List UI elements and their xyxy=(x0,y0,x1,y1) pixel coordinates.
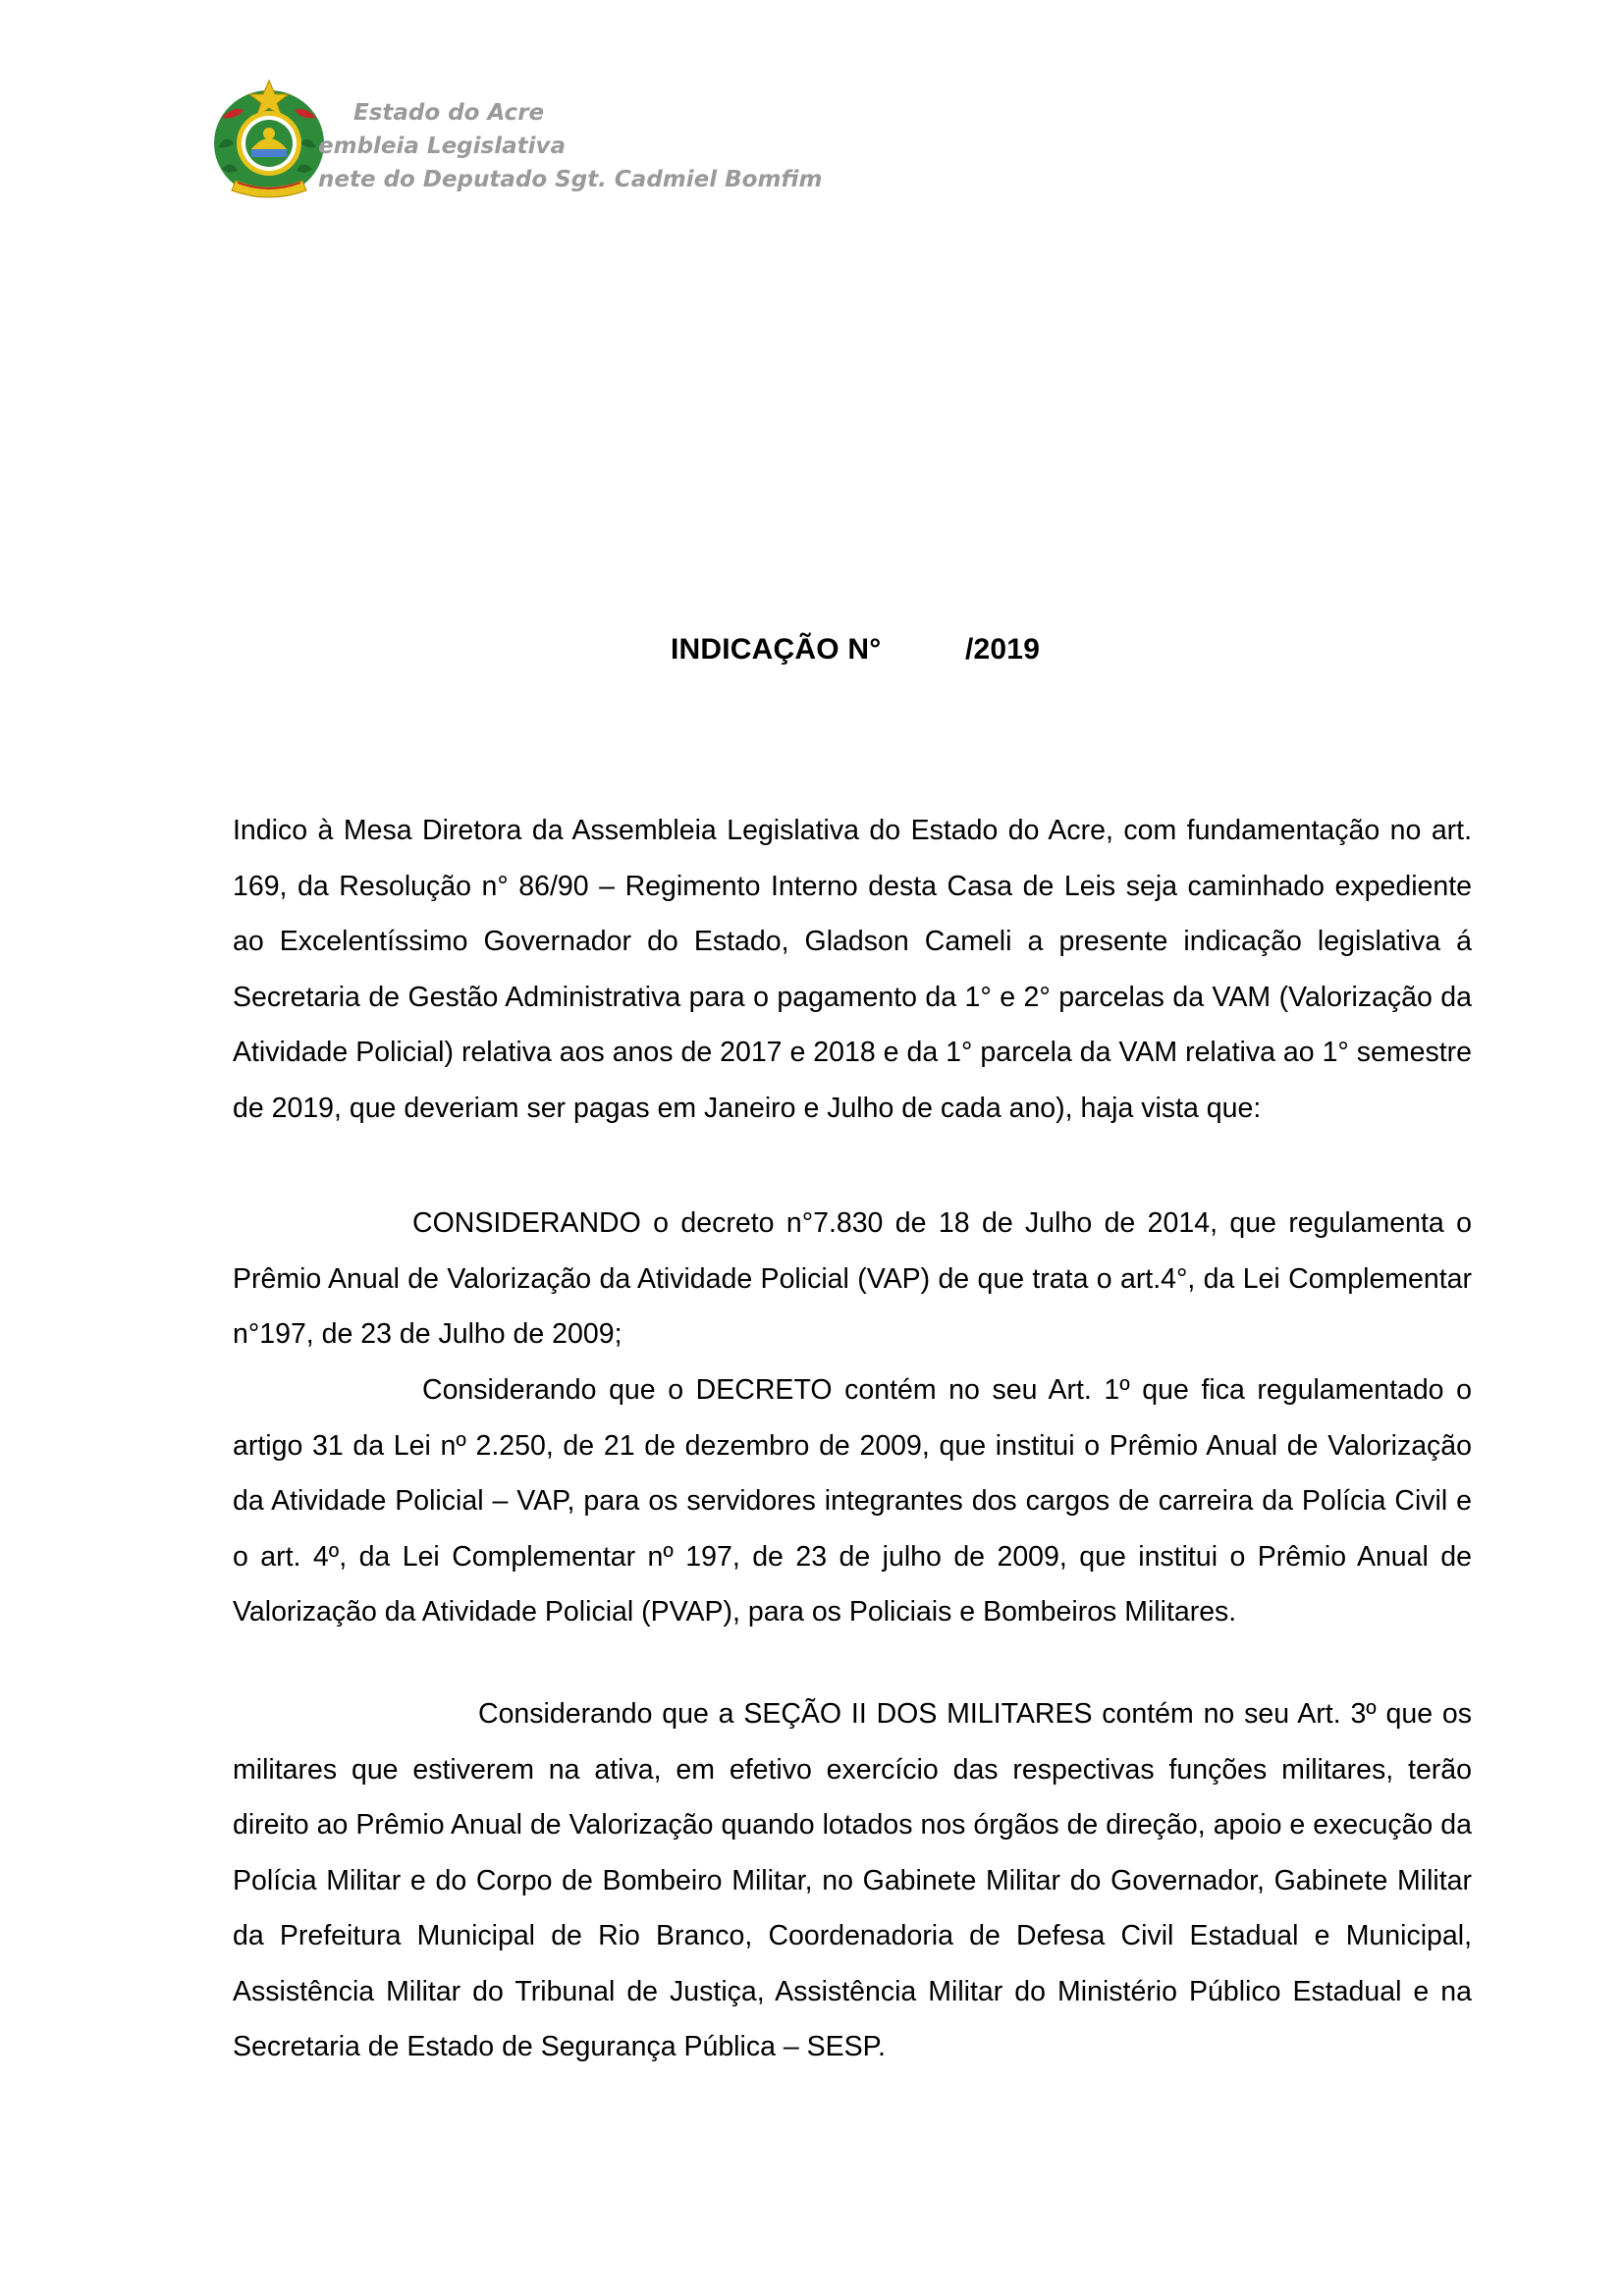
title-label: INDICAÇÃO N° xyxy=(671,633,882,666)
letterhead-assembly: embleia Legislativa xyxy=(318,133,567,159)
letterhead-state: Estado do Acre xyxy=(353,100,545,126)
paragraph-indication: Indico à Mesa Diretora da Assembleia Legislativa do Estado do Acre, com fundamentação no art. 169, da Resolução n° 86/90 – Regimento Interno desta Casa de Leis seja caminhado expediente ao Excelentíssimo Governador do Estado, Gladson Cameli a presente indicação legislativa á Secretaria de Gestão Administrativa para o pagamento da 1° e 2° parcelas da VAM (Valorização da Atividade Policial) relativa aos anos de 2017 e 2018 e da 1° parcela da VAM relativa ao 1° semestre de 2019, que deveriam ser pagas em Janeiro e Julho de cada ano), haja vista que: xyxy=(233,815,1472,1124)
letterhead-office: nete do Deputado Sgt. Cadmiel Bomfim xyxy=(318,167,823,192)
paragraph-considering-article: Considerando que o DECRETO contém no seu Art. 1º que fica regulamentado o artigo 31 da Lei nº 2.250, de 21 de dezembro de 2009, que institui o Prêmio Anual de Valorização da Atividade Policial – VAP, para os servidores integrantes dos cargos de carreira da Polícia Civil e o art. 4º, da Lei Complementar nº 197, de 23 de julho de 2009, que institui o Prêmio Anual de Valorização da Atividade Policial (PVAP), para os Policiais e Bombeiros Militares. xyxy=(233,1374,1472,1628)
letterhead xyxy=(208,79,895,206)
paragraph-considering-military: Considerando que a SEÇÃO II DOS MILITARES contém no seu Art. 3º que os militares que estiverem na ativa, em efetivo exercício das respectivas funções militares, terão direito ao Prêmio Anual de Valorização quando lotados nos órgãos de direção, apoio e execução da Polícia Militar e do Corpo de Bombeiro Militar, no Gabinete Militar do Governador, Gabinete Militar da Prefeitura Municipal de Rio Branco, Coordenadoria de Defesa Civil Estadual e Municipal, Assistência Militar do Tribunal de Justiça, Assistência Militar do Ministério Público Estadual e na Secretaria de Estado de Segurança Pública – SESP. xyxy=(233,1698,1472,2062)
title-year: /2019 xyxy=(965,633,1041,666)
paragraph-considering-decree: CONSIDERANDO o decreto n°7.830 de 18 de Julho de 2014, que regulamenta o Prêmio Anual de Valorização da Atividade Policial (VAP) de que trata o art.4°, da Lei Complementar n°197, de 23 de Julho de 2009; xyxy=(233,1207,1472,1350)
letterhead-text xyxy=(318,96,823,196)
state-coat-of-arms-icon xyxy=(208,79,331,201)
